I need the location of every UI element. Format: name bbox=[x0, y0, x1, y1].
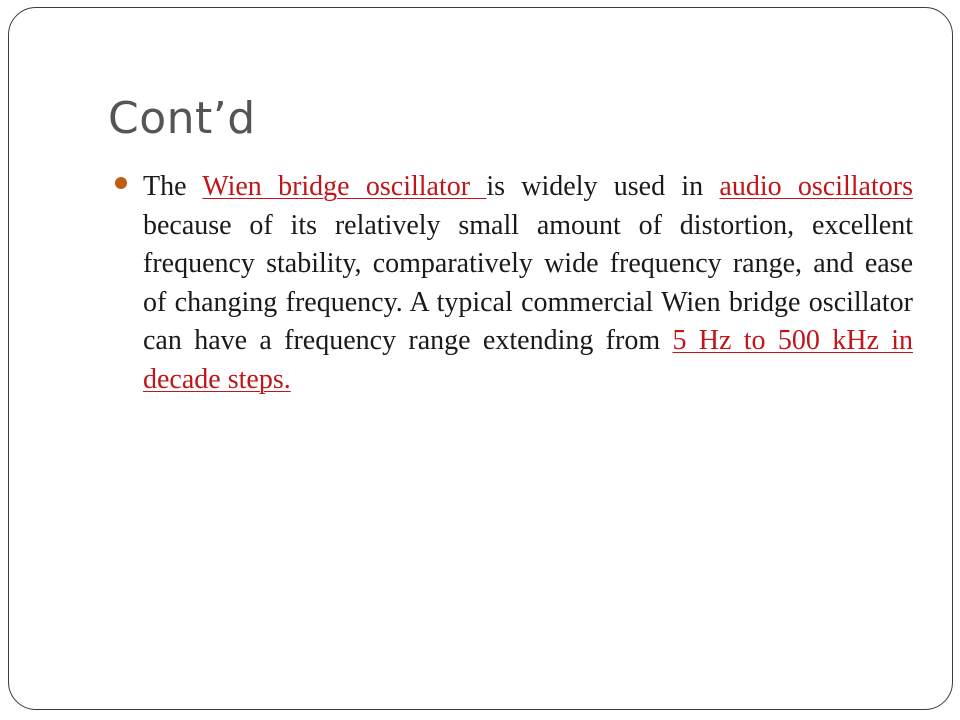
bullet-item bbox=[113, 168, 913, 399]
text-segment: is widely used in bbox=[486, 171, 720, 202]
link-frequency-range[interactable]: 5 Hz to 500 kHz in decade steps. bbox=[143, 325, 913, 395]
bullet-text bbox=[143, 168, 913, 399]
bullet-list bbox=[113, 168, 913, 399]
slide bbox=[8, 7, 953, 710]
text-segment: The bbox=[143, 171, 203, 202]
link-wien-bridge-oscillator[interactable]: Wien bridge oscillator bbox=[202, 171, 487, 202]
slide-title: Cont’d bbox=[108, 93, 256, 144]
bullet-dot-icon bbox=[115, 177, 127, 189]
text-segment: because of its relatively small amount of distortion, excellent frequency stability, comparatively wide frequency range, and ease of changing frequency. A typical commercial Wien bridge oscillator can have a frequency range extending from bbox=[143, 209, 913, 356]
link-audio-oscillators[interactable]: audio oscillators bbox=[719, 171, 913, 202]
